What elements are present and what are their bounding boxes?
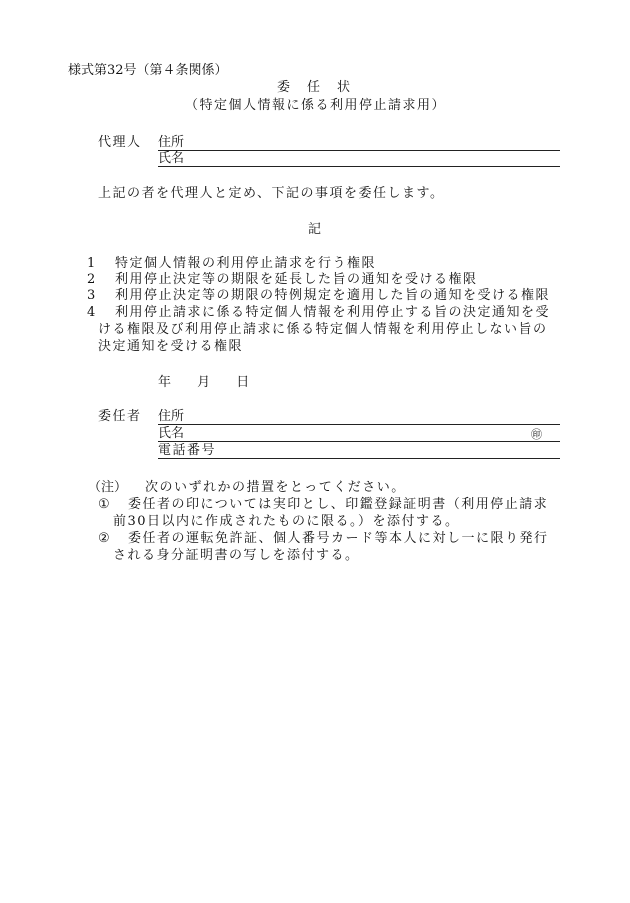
item-number: 2 <box>87 272 96 287</box>
principal-address-label: 住所 <box>158 409 185 424</box>
list-item-continuation: 決定通知を受ける権限 <box>98 339 244 354</box>
document-title: 委 任 状 <box>277 80 353 95</box>
agent-name-line[interactable] <box>158 166 560 167</box>
note-text-continuation: 前30日以内に作成されたものに限る。）を添付する。 <box>113 514 460 529</box>
item-number: 1 <box>87 256 96 271</box>
agent-label: 代理人 <box>98 135 142 150</box>
list-item: 利用停止決定等の期限の特例規定を適用した旨の通知を受ける権限 <box>115 288 551 303</box>
item-number: 3 <box>87 288 96 303</box>
note-mark: ② <box>98 531 110 546</box>
principal-phone-label: 電話番号 <box>158 443 217 458</box>
ki-heading: 記 <box>308 222 322 237</box>
principal-name-line[interactable] <box>158 441 560 442</box>
note-text: 委任者の印については実印とし、印鑑登録証明書（利用停止請求 <box>128 497 549 512</box>
note-text: 委任者の運転免許証、個人番号カード等本人に対し一に限り発行 <box>128 531 549 546</box>
document-subtitle: （特定個人情報に係る利用停止請求用） <box>185 98 447 113</box>
agent-address-label: 住所 <box>158 135 185 150</box>
item-number: 4 <box>87 305 96 320</box>
principal-phone-line[interactable] <box>158 458 560 459</box>
principal-label: 委任者 <box>98 409 142 424</box>
note-text-continuation: される身分証明書の写しを添付する。 <box>113 548 360 563</box>
agent-name-label: 氏名 <box>158 151 185 166</box>
principal-address-line[interactable] <box>158 424 560 425</box>
note-intro: 次のいずれかの措置をとってください。 <box>145 480 406 495</box>
list-item: 利用停止決定等の期限を延長した旨の通知を受ける権限 <box>115 272 478 287</box>
delegation-statement: 上記の者を代理人と定め、下記の事項を委任します。 <box>98 186 445 201</box>
note-mark: ① <box>98 497 110 512</box>
form-number: 様式第32号（第４条関係） <box>68 63 228 78</box>
agent-address-line[interactable] <box>158 150 560 151</box>
list-item: 利用停止請求に係る特定個人情報を利用停止する旨の決定通知を受 <box>115 305 551 320</box>
list-item: 特定個人情報の利用停止請求を行う権限 <box>115 256 377 271</box>
note-label: （注） <box>88 480 128 495</box>
list-item-continuation: ける権限及び利用停止請求に係る特定個人情報を利用停止しない旨の <box>98 322 548 337</box>
seal-mark: ㊞ <box>531 428 542 441</box>
date-line: 年 月 日 <box>158 375 253 390</box>
principal-name-label: 氏名 <box>158 426 185 441</box>
